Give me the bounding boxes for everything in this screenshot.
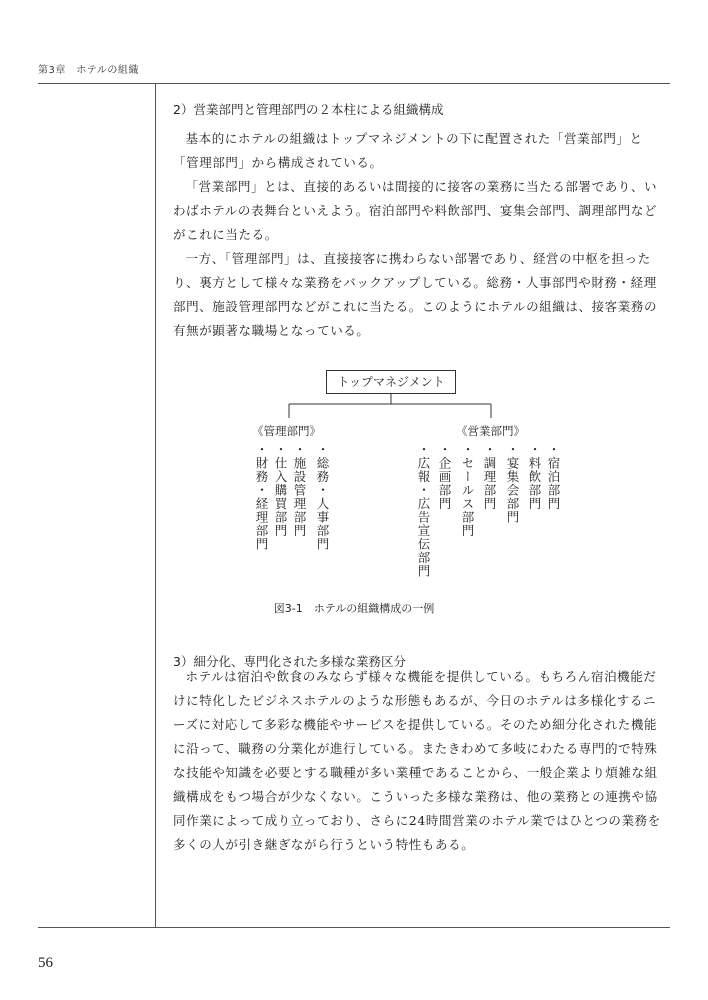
top-rule bbox=[38, 83, 670, 84]
sales-item: ・セールス部門 bbox=[460, 443, 475, 538]
margin-rule bbox=[155, 84, 156, 927]
management-item: ・施設管理部門 bbox=[292, 443, 307, 538]
management-item: ・仕入購買部門 bbox=[273, 443, 288, 538]
management-item: ・総務・人事部門 bbox=[315, 443, 330, 551]
bottom-rule bbox=[38, 927, 670, 928]
sales-item: ・企画部門 bbox=[437, 443, 452, 511]
sales-item: ・広報・広告宣伝部門 bbox=[416, 443, 431, 578]
section-3-heading: 3）細分化、専門化された多様な業務区分 bbox=[173, 654, 406, 669]
sales-item: ・宿泊部門 bbox=[546, 443, 561, 511]
section-3-body bbox=[173, 665, 665, 857]
section-2-body bbox=[173, 127, 665, 343]
page-number: 56 bbox=[38, 955, 53, 971]
paragraph: 「営業部門」とは、直接的あるいは間接的に接客の業務に当たる部署であり、いわばホテルの表舞台といえよう。宿泊部門や料飲部門、宴集会部門、調理部門などがこれに当たる。 bbox=[173, 179, 658, 242]
figure-caption: 図3-1 ホテルの組織構成の一例 bbox=[273, 602, 435, 615]
management-group-label: 《管理部門》 bbox=[252, 424, 321, 438]
management-item: ・財務・経理部門 bbox=[254, 443, 269, 551]
section-2-heading: 2）営業部門と管理部門の２本柱による組織構成 bbox=[173, 102, 444, 117]
sales-item: ・宴集会部門 bbox=[505, 443, 520, 524]
paragraph: 一方、「管理部門」は、直接接客に携わらない部署であり、経営の中枢を担ったり、裏方として様々な業務をバックアップしている。総務・人事部門や財務・経理部門、施設管理部門などがこれに当たる。このようにホテルの組織は、接客業務の有無が顕著な職場となっている。 bbox=[173, 251, 658, 338]
sales-item: ・料飲部門 bbox=[527, 443, 542, 511]
sales-item: ・調理部門 bbox=[482, 443, 497, 511]
top-management-box: トップマネジメント bbox=[326, 370, 456, 394]
paragraph: ホテルは宿泊や飲食のみならず様々な機能を提供している。もちろん宿泊機能だけに特化したビジネスホテルのような形態もあるが、今日のホテルは多様化するニーズに対応して多彩な機能やサービスを提供している。そのため細分化された機能に沿って、職務の分業化が進行している。またきわめて多岐にわたる専門的で特殊な技能や知識を必要とする職種が多い業種であることから、一般企業より煩雑な組織構成をもつ場合が少なくない。こういった多様な業務は、他の業務との連携や協同作業によって成り立っており、さらに24時間営業のホテル業ではひとつの業務を多くの人が引き継ぎながら行うという特性もある。 bbox=[173, 669, 661, 852]
sales-group-label: 《営業部門》 bbox=[456, 424, 525, 438]
paragraph: 基本的にホテルの組織はトップマネジメントの下に配置された「営業部門」と「管理部門」から構成されている。 bbox=[173, 131, 643, 170]
running-head: 第3章 ホテルの組織 bbox=[38, 65, 139, 76]
